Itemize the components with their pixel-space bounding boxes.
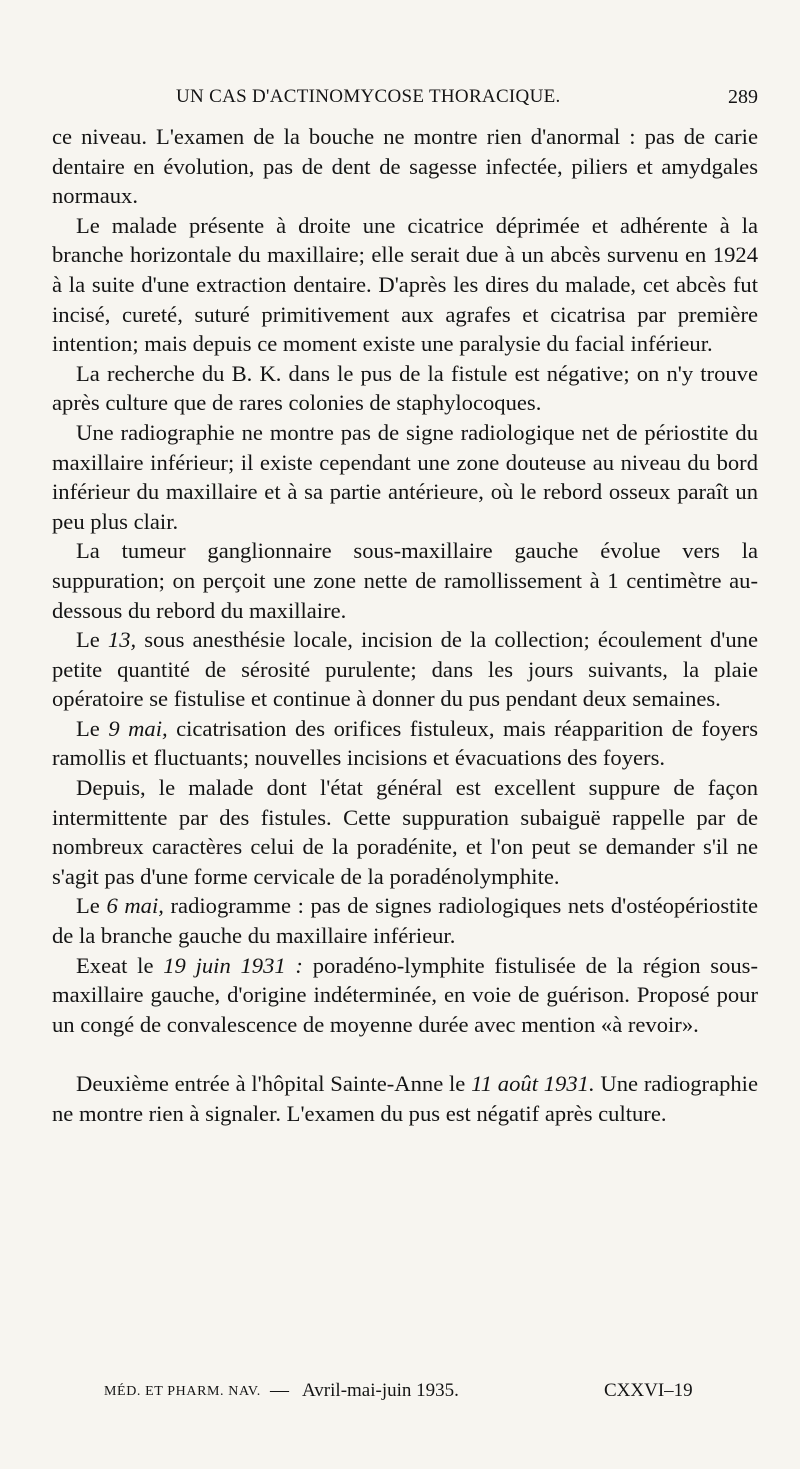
paragraph-4: Une radiographie ne montre pas de signe radiologique net de périostite du maxillaire inférieur; il existe cependant une zone douteuse au niveau du bord inférieur du maxillaire et à sa partie antérieure, où le rebord osseux paraît un peu plus clair. — [52, 419, 758, 534]
paragraph-9-date: 6 mai, — [106, 893, 164, 919]
running-title: UN CAS D'ACTINOMYCOSE THORACIQUE. — [176, 86, 561, 107]
paragraph-2: Le malade présente à droite une cicatrice déprimée et adhérente à la branche horizontale du maxillaire; elle serait due à un abcès survenu en 1924 à la suite d'une extraction dentaire. D'après les dires du malade, cet abcès fut incisé, cureté, suturé primitivement aux agrafes et cicatrisa par première intention; mais depuis ce moment existe une paralysie du facial inférieur. — [52, 212, 758, 357]
paragraph-11-text: Une radiographie ne montre rien à signaler. L'examen du pus est négatif après culture. — [52, 1071, 758, 1126]
page-footer — [104, 1380, 724, 1408]
paragraph-6-text: sous anesthésie locale, incision de la collection; écoulement d'une petite quantité de sérosité purulente; dans les jours suivants, la plaie opératoire se fistulise et continue à donner du pus pendant deux semaines. — [52, 627, 758, 712]
paragraph-3: La recherche du B. K. dans le pus de la fistule est négative; on n'y trouve après culture que de rares colonies de staphylocoques. — [52, 360, 758, 416]
footer-dash: — — [270, 1380, 289, 1401]
paragraph-8: Depuis, le malade dont l'état général est excellent suppure de façon intermittente par des fistules. Cette suppuration subaiguë rappelle par de nombreux caractères celui de la poradénite, et l'on peut se demander s'il ne s'agit pas d'une forme cervicale de la poradénolymphite. — [52, 775, 758, 889]
paragraph-11 — [52, 1069, 758, 1128]
paragraph-6-lead: Le — [76, 627, 108, 653]
paragraph-9-text: radiogramme : pas de signes radiologiques nets d'ostéopériostite de la branche gauche du maxillaire inférieur. — [52, 893, 759, 949]
footer-date: Avril-mai-juin 1935. — [302, 1380, 459, 1401]
paragraph-1: ce niveau. L'examen de la bouche ne montre rien d'anormal : pas de carie dentaire en évolution, pas de dent de sagesse infectée, piliers et amydgales normaux. — [52, 124, 758, 209]
paragraph-7-date: 9 mai, — [108, 715, 168, 741]
paragraph-6-date: 13, — [107, 627, 137, 653]
page-number: 289 — [728, 86, 758, 108]
paragraph-7-text: cicatrisation des orifices fistuleux, mais réapparition de foyers ramollis et fluctuants; nouvelles incisions et évacuations des foyers. — [52, 715, 759, 771]
paragraph-11-date: 11 août 1931. — [471, 1071, 595, 1097]
paragraph-7 — [52, 714, 758, 773]
footer-signature: CXXVI–19 — [604, 1380, 693, 1401]
paragraph-9 — [52, 891, 758, 950]
paragraph-9-lead: Le — [76, 893, 107, 919]
body-text — [52, 122, 758, 1129]
footer-journal: MÉD. ET PHARM. NAV. — [104, 1384, 261, 1399]
paragraph-10-date: 19 juin 1931 : — [163, 952, 303, 978]
paragraph-6 — [52, 625, 758, 714]
paragraph-7-lead: Le — [76, 715, 109, 741]
paragraph-10-text: poradéno-lymphite fistulisée de la région sous-maxillaire gauche, d'origine indéterminée, en voie de guérison. Proposé pour un congé de convalescence de moyenne durée avec mention «à revoir». — [52, 952, 758, 1037]
page-header — [52, 86, 758, 116]
paragraph-10 — [52, 951, 758, 1040]
paragraph-11-lead: Deuxième entrée à l'hôpital Sainte-Anne le — [76, 1071, 472, 1097]
paragraph-5: La tumeur ganglionnaire sous-maxillaire gauche évolue vers la suppuration; on perçoit une zone nette de ramollissement à 1 centimètre au-dessous du rebord du maxillaire. — [52, 538, 758, 623]
paragraph-10-lead: Exeat le — [76, 952, 164, 978]
